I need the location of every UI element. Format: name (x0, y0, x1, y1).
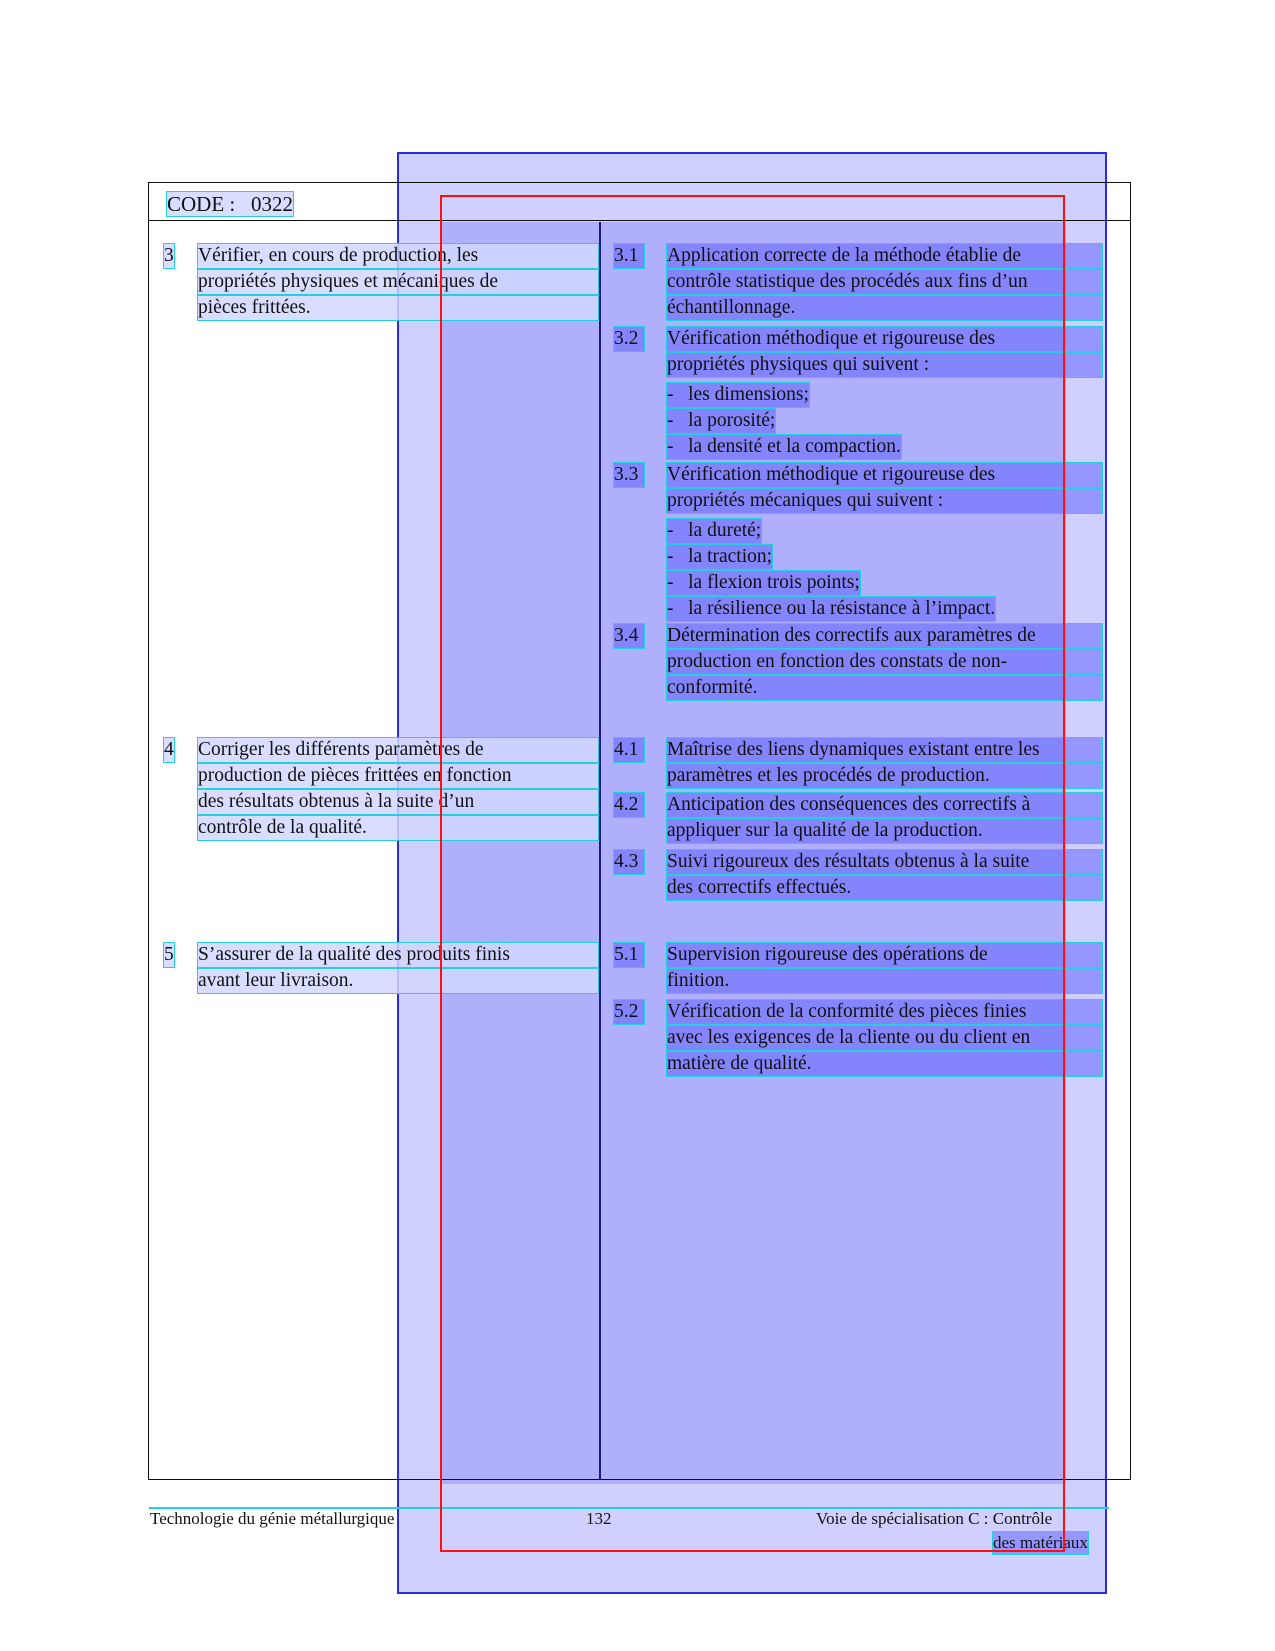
criterion-number: 4.3 (614, 850, 644, 874)
criterion-line: Maîtrise des liens dynamiques existant entre les (667, 738, 1102, 762)
element-number: 3 (164, 245, 174, 266)
element-text-line: production de pièces frittées en fonction (198, 764, 598, 788)
criterion-line: Détermination des correctifs aux paramètres de (667, 624, 1102, 648)
criterion-line: paramètres et les procédés de production. (667, 764, 1102, 788)
criterion-line: Vérification de la conformité des pièces finies (667, 1000, 1102, 1024)
selection-frame (440, 195, 1065, 1552)
criterion-line: échantillonnage. (667, 296, 1102, 320)
footer-specialization: Voie de spécialisation C : Contrôle (816, 1509, 1053, 1528)
code-label: CODE : (167, 192, 236, 216)
criterion-number: 3.3 (614, 463, 644, 487)
criterion-line: des correctifs effectués. (667, 876, 1102, 900)
criterion-line: finition. (667, 969, 1102, 993)
criterion-line: Vérification méthodique et rigoureuse des (667, 463, 1102, 487)
criterion-bullet: - la dureté; (667, 520, 762, 541)
element-text-line: contrôle de la qualité. (198, 816, 598, 840)
element-number: 5 (164, 944, 174, 965)
criterion-line: conformité. (667, 676, 1102, 700)
element-text-line: S’assurer de la qualité des produits finis (198, 943, 598, 967)
element-text-line: Vérifier, en cours de production, les (198, 244, 598, 268)
criterion-bullet: - la porosité; (667, 410, 776, 431)
criterion-number: 5.2 (614, 1000, 644, 1024)
criterion-bullet: - la flexion trois points; (667, 572, 860, 593)
criterion-number: 5.1 (614, 943, 644, 967)
code-header (167, 192, 293, 216)
criterion-line: matière de qualité. (667, 1052, 1102, 1076)
element-number: 4 (164, 739, 174, 760)
element-text-line: avant leur livraison. (198, 969, 598, 993)
criterion-line: contrôle statistique des procédés aux fins d’un (667, 270, 1102, 294)
criterion-number: 3.2 (614, 327, 644, 351)
criterion-line: Supervision rigoureuse des opérations de (667, 943, 1102, 967)
criterion-bullet: - la densité et la compaction. (667, 436, 901, 457)
element-text-line: des résultats obtenus à la suite d’un (198, 790, 598, 814)
element-text-line: pièces frittées. (198, 296, 598, 320)
criterion-line: propriétés physiques qui suivent : (667, 353, 1102, 377)
code-value: 0322 (251, 192, 293, 216)
page-number: 132 (586, 1509, 612, 1528)
criterion-line: Application correcte de la méthode établie de (667, 244, 1102, 268)
criterion-line: propriétés mécaniques qui suivent : (667, 489, 1102, 513)
criterion-line: avec les exigences de la cliente ou du client en (667, 1026, 1102, 1050)
criterion-bullet: - les dimensions; (667, 384, 809, 405)
element-text-line: propriétés physiques et mécaniques de (198, 270, 598, 294)
element-text-line: Corriger les différents paramètres de (198, 738, 598, 762)
criterion-bullet: - la résilience ou la résistance à l’impact. (667, 598, 996, 619)
criterion-bullet: - la traction; (667, 546, 773, 567)
footer-specialization-cont: des matériaux (993, 1533, 1088, 1552)
criterion-line: appliquer sur la qualité de la production. (667, 819, 1102, 843)
criterion-line: Vérification méthodique et rigoureuse des (667, 327, 1102, 351)
criterion-line: Anticipation des conséquences des correctifs à (667, 793, 1102, 817)
footer-title: Technologie du génie métallurgique (150, 1509, 395, 1528)
criterion-line: Suivi rigoureux des résultats obtenus à la suite (667, 850, 1102, 874)
criterion-number: 4.2 (614, 793, 644, 817)
criterion-number: 3.4 (614, 624, 644, 648)
criterion-line: production en fonction des constats de non- (667, 650, 1102, 674)
criterion-number: 3.1 (614, 244, 644, 268)
criterion-number: 4.1 (614, 738, 644, 762)
